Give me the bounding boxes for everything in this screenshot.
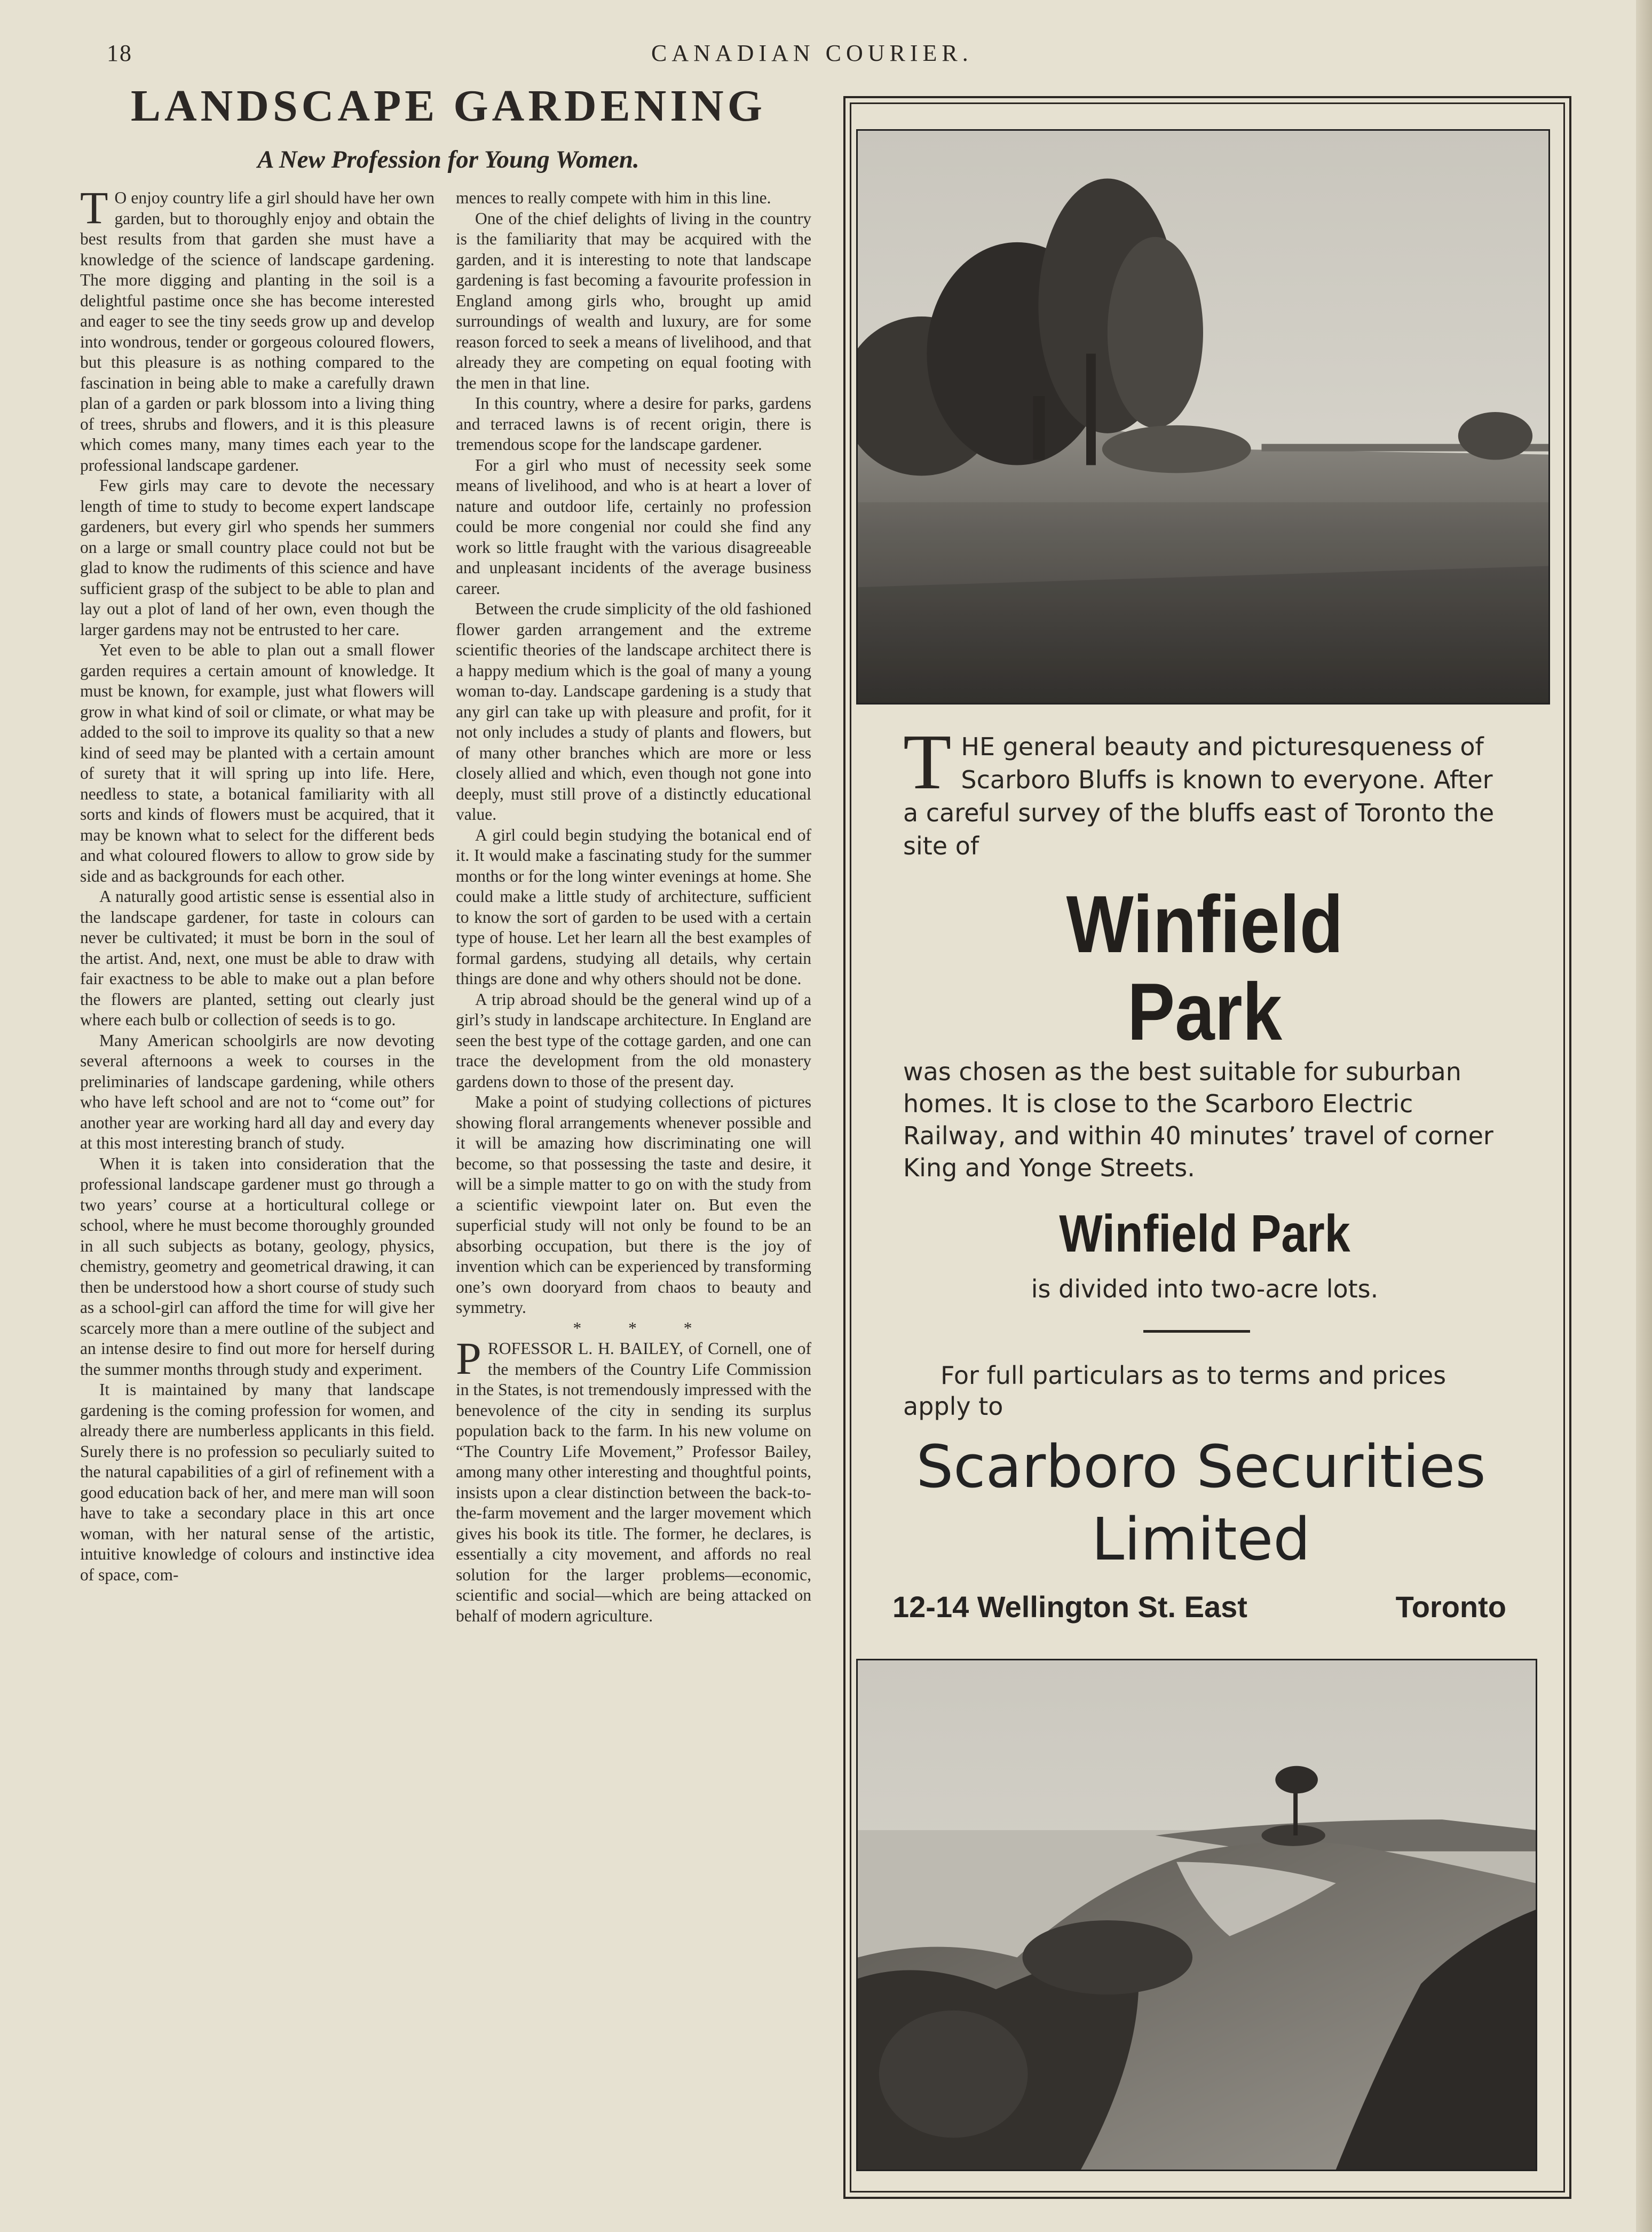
ad-company-name: Scarboro Securities Limited — [916, 1432, 1486, 1573]
ad-divider — [1143, 1330, 1250, 1333]
article-paragraph: mences to really compete with him in this line. — [456, 188, 771, 207]
ad-city: Toronto — [1395, 1590, 1506, 1624]
article-headline: LANDSCAPE GARDENING — [130, 81, 766, 131]
ad-intro-text: THE general beauty and picturesqueness of Scarboro Bluffs is known to everyone. After a careful survey of the bluffs east of Toronto the site of — [903, 718, 1495, 860]
article-paragraph: T O enjoy country life a girl should have her own garden, but to thoroughly enjoy and obtain the best results from that garden she must have a knowledge of the science of landscape gardening. The more digging and planting in the soil is a delightful pastime once she has become interested and eager to see the tiny seeds grow up and develop into wondrous, tender or gorgeous coloured flowers, but this pleasure is as nothing compared to the fascination in being able to make a carefully drawn plan of a garden or park blossom into a living thing of trees, shrubs and flowers, and it is this pleasure which comes many, many times each year to the professional landscape gardener. — [80, 182, 434, 474]
bluffs-photo — [856, 1659, 1537, 2171]
drop-cap: P — [456, 1333, 481, 1384]
drop-cap: T — [80, 182, 108, 233]
ad-address — [892, 1589, 1506, 1624]
running-header: CANADIAN COURIER. — [651, 40, 973, 66]
ad-title-winfield-park: Winfield Park — [1066, 879, 1343, 1057]
article-column-2 — [456, 188, 811, 1626]
ad-particulars-text: For full particulars as to terms and prices apply to — [903, 1361, 1447, 1421]
article-subheadline: A New Profession for Young Women. — [257, 146, 639, 173]
article-paragraph: Between the crude simplicity of the old fashioned flower garden arrangement and the extreme scientific theories of the landscape architect there is a happy medium which is the goal of many a young woman to-day. Landscape gardening is a study that any girl can take up with pleasure and profit, for it not only includes a study of plants and flowers, but of many other branches which are more or less closely allied and which, even though not gone into deeply, must still prove of a distinctly educational value. — [456, 599, 811, 824]
article-paragraph: It is maintained by many that landscape gardening is the coming profession for women, and already there are numberless applicants in this field. Surely there is no profession so peculiarly suited to the natural capabilities of a girl of refinement with a good education back of her, and mere man will soon have to take a secondary place in this art once woman, with her natural sense of the artistic, intuitive knowledge of colours and instinctive idea of space, com- — [80, 1380, 434, 1584]
article-paragraph: PROFESSOR L. H. BAILEY, of Cornell, one of the members of the Country Life Commission in the States, is not tremendously impressed with the benevolence of the city in sending its surplus population back to the farm. In his new volume on “The Country Life Movement,” Professor Bailey, among many other interesting and thoughtful points, insists upon a clear distinction between the back-to-the-farm movement and the larger movement which gives his book its title. The former, he declares, is essentially a city movement, and affords no real solution for the larger problems—economic, scientific and social—which are being attacked on behalf of modern agriculture. — [456, 1333, 811, 1625]
article-paragraph: A trip abroad should be the general wind up of a girl’s study in landscape architecture. In England are seen the best type of the cottage garden, and one can trace the development from the old monastery gardens down to those of the present day. — [456, 990, 811, 1091]
article-paragraph: Make a point of studying collections of pictures showing floral arrangements whenever possible and it will be amazing how discriminating one will become, so that possessing the taste and desire, it will be a simple matter to go on with the study from a scientific viewpoint later on. But even the superficial study will not only be found to be an absorbing occupation, but there is the joy of invention which can be experienced by transforming one’s own dooryard from chaos to beauty and symmetry. — [456, 1093, 811, 1317]
article-column-1 — [80, 182, 434, 1585]
article-paragraph: Many American schoolgirls are now devoting several afternoons a week to courses in the preliminaries of landscape gardening, while others who have left school and are not to “come out” for another year are working hard all day and every day at this most interesting branch of study. — [80, 1031, 434, 1152]
page-edge — [1636, 0, 1652, 2232]
ad-body-text: was chosen as the best suitable for suburban homes. It is close to the Scarboro Electric Railway, and within 40 minutes’ travel of corner King and Yonge Streets. — [903, 1057, 1493, 1182]
article-paragraph: Yet even to be able to plan out a small flower garden requires a certain amount of knowledge. It must be known, for example, just what flowers will grow in what kind of soil or climate, or what may be added to the soil to improve its quality so that a new kind of seed may be planted with a certain amount of surety that it will spring up into life. Here, needless to state, a botanical familiarity with all sorts and kinds of flowers must be acquired, that it may be known what to select for the different beds and what coloured flowers to allow to grow side by side and as backgrounds for each other. — [80, 640, 434, 885]
scarboro-bluffs-image — [858, 1660, 1536, 2170]
page-number: 18 — [107, 40, 132, 66]
ad-street-address: 12-14 Wellington St. East — [892, 1590, 1247, 1624]
article-paragraph: One of the chief delights of living in the country is the familiarity that may be acquired with the garden, and it is interesting to note that landscape gardening is fast becoming a favourite profession in England among girls who, brought up amid surroundings of wealth and luxury, are for some reason forced to seek a means of livelihood, and that already they are competing on equal footing with the men in that line. — [456, 209, 811, 392]
article-paragraph: When it is taken into consideration that the professional landscape gardener must go through a two years’ course at a horticultural college or school, where he must become thoroughly grounded in all such subjects as botany, geology, physics, chemistry, geometry and geometrical drawing, it can then be understood how a short course of study such as a school-girl can afford the time for will give her scarcely more than a mere outline of the subject and an intense desire to find out more for herself during the summer months through study and experiment. — [80, 1154, 434, 1379]
article-paragraph: A naturally good artistic sense is essential also in the landscape gardener, for taste in colours can never be cultivated; it must be born in the soul of the artist. And, next, one must be able to draw with fair exactness to be able to make out a plan before the flowers are planted, setting out clearly just where each bulb or collection of seeds is to go. — [80, 887, 434, 1029]
ad-subtitle-winfield-park: Winfield Park — [1059, 1204, 1350, 1263]
article-paragraph: A girl could begin studying the botanical end of it. It would make a fascinating study for the summer months or for the long winter evenings at home. She could make a little study of architecture, sufficient to know the sort of garden to be used with a certain type of house. Let her learn all the best examples of formal gardens, studying all details, why certain things are done and why others should not be done. — [456, 825, 811, 988]
section-break: * * * — [573, 1318, 714, 1337]
article-paragraph: Few girls may care to devote the necessary length of time to study to become expert landscape gardeners, but every girl who spends her summers on a large or small country place could not but be glad to know the rudiments of this science and have sufficient grasp of the subject to be able to plan and lay out a plot of land of her own, even though the larger gardens may not be entrusted to her care. — [80, 476, 434, 639]
article-paragraph: In this country, where a desire for parks, gardens and terraced lawns is of recent origin, there is tremendous scope for the landscape gardener. — [456, 394, 811, 454]
park-landscape-image — [858, 131, 1548, 703]
ad-lots-text: is divided into two-acre lots. — [1031, 1275, 1379, 1303]
ad-drop-cap: T — [903, 718, 952, 806]
article-paragraph: For a girl who must of necessity seek some means of livelihood, and who is at heart a lover of nature and outdoor life, certainly no profession could be more congenial nor could she find any work so little fraught with the various disagreeable and unpleasant incidents of the average business career. — [456, 455, 811, 598]
park-photo — [856, 129, 1550, 705]
